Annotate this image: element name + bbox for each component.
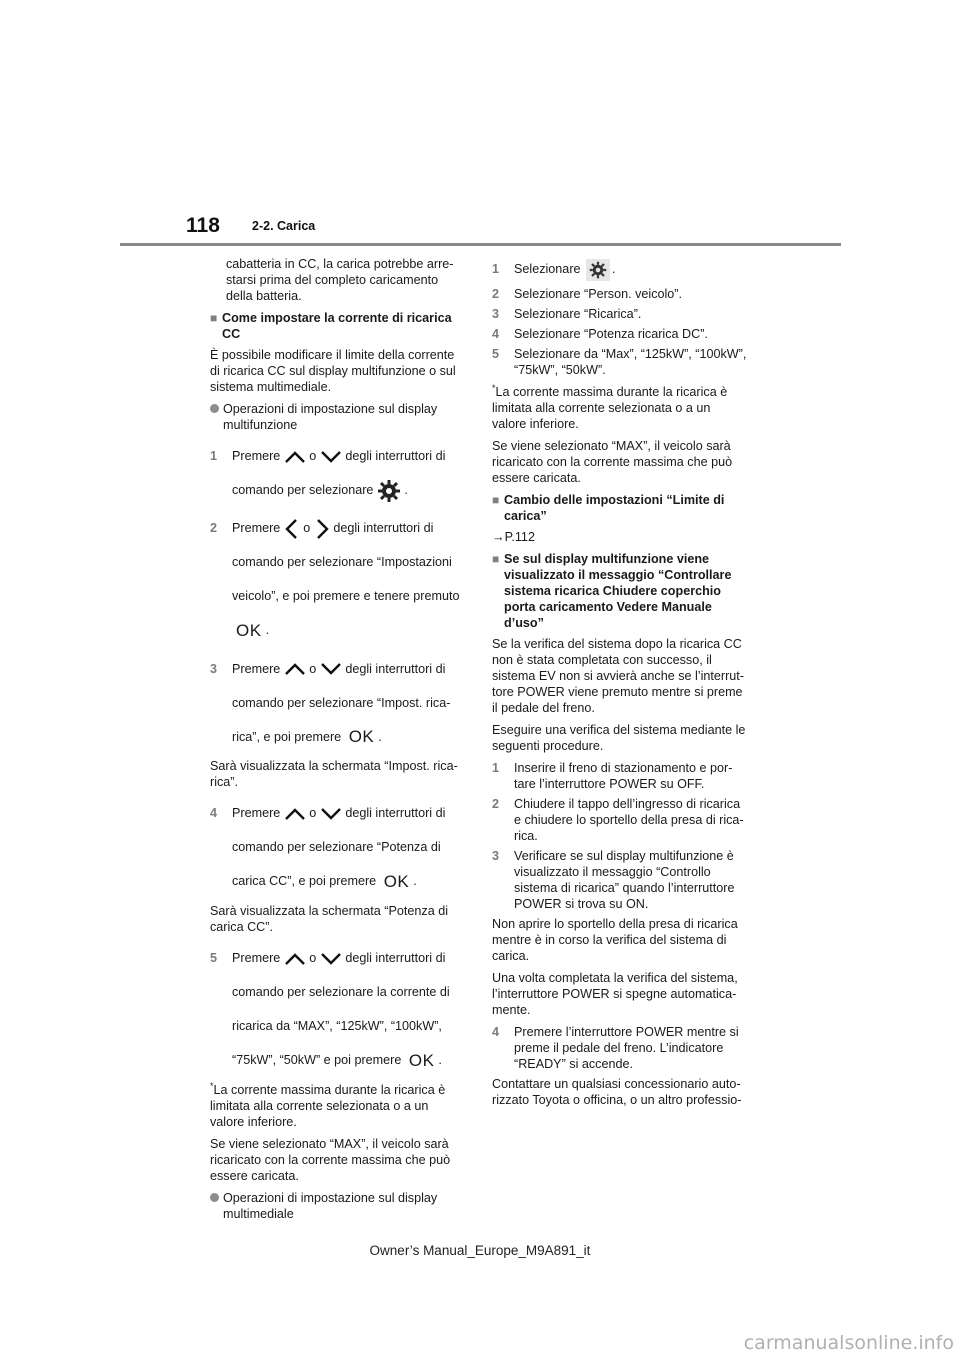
step-number: 5 bbox=[492, 347, 500, 361]
step-text: comando per selezionare la corrente di bbox=[232, 985, 450, 1000]
asterisk: * bbox=[210, 1080, 214, 1091]
ok-icon: OK bbox=[348, 727, 375, 747]
step-number: 3 bbox=[492, 849, 500, 863]
chevron-up-icon bbox=[284, 662, 306, 676]
step-text: o bbox=[303, 521, 311, 535]
step-text: Selezionare “Person. veicolo”. bbox=[514, 287, 682, 301]
chevron-up-icon bbox=[284, 450, 306, 464]
bullet-multifunction-text: Operazioni di impostazione sul display multifunzione bbox=[223, 402, 438, 432]
step-text: Premere bbox=[232, 661, 281, 676]
para-msg-4: Una volta completata la verifica del sistema, l’interruttore POWER si spegne automatica-mente. bbox=[492, 971, 738, 1017]
step-text: comando per selezionare bbox=[232, 483, 374, 497]
chevron-up-icon bbox=[284, 952, 306, 966]
bullet-multimedia-text: Operazioni di impostazione sul display multimediale bbox=[223, 1190, 438, 1221]
step-text: o bbox=[309, 806, 317, 821]
step-text: . bbox=[413, 874, 417, 889]
step-text: Inserire il freno di stazionamento e por-tare l’interruttore POWER su OFF. bbox=[514, 761, 733, 791]
step-number: 1 bbox=[492, 262, 500, 276]
after-step-4: Sarà visualizzata la schermata “Potenza di carica CC”. bbox=[210, 904, 448, 935]
chevron-up-icon bbox=[284, 807, 306, 821]
step-text: veicolo”, e poi premere e tenere premuto bbox=[232, 589, 460, 603]
step-text: rica”, e poi premere bbox=[232, 729, 342, 744]
step-text: degli interruttori di bbox=[345, 806, 446, 821]
heading-message bbox=[492, 551, 747, 631]
check-step-3 bbox=[492, 848, 747, 912]
header-rule bbox=[120, 243, 841, 246]
chevron-left-icon bbox=[284, 518, 300, 540]
para-cc: È possibile modificare il limite della corrente di ricarica CC sul display multifunzione o sul sistema multimediale. bbox=[210, 348, 456, 394]
ok-icon: OK bbox=[408, 1050, 435, 1070]
heading-cc-text: Come impostare la corrente di ricarica CC bbox=[222, 311, 452, 341]
note-text: La corrente massima durante la ricarica è limitata alla corrente selezionata o a un valore inferiore. bbox=[492, 385, 728, 431]
step-1 bbox=[210, 439, 465, 507]
step-text: degli interruttori di bbox=[345, 449, 446, 463]
step-text: o bbox=[309, 449, 317, 463]
step-5 bbox=[210, 941, 465, 1078]
step-text: Premere l’interruttore POWER mentre si preme il pedale del freno. L’indicatore “READY” si accende. bbox=[514, 1025, 739, 1071]
heading-message-text: Se sul display multifunzione viene visualizzato il messaggio “Controllare sistema ricarica Chiudere coperchio porta caricamento Vedere Manuale d’uso” bbox=[504, 552, 732, 630]
step-text: . bbox=[438, 1053, 442, 1068]
step-text: comando per selezionare “Impost. rica- bbox=[232, 695, 451, 710]
para-msg-5: Contattare un qualsiasi concessionario auto-rizzato Toyota o officina, o un altro professio- bbox=[492, 1077, 742, 1107]
step-number: 5 bbox=[210, 951, 218, 966]
check-step-1 bbox=[492, 760, 747, 792]
note-max-current bbox=[492, 384, 747, 432]
gear-icon bbox=[377, 479, 401, 503]
step-text: degli interruttori di bbox=[345, 951, 446, 966]
para-msg-1: Se la verifica del sistema dopo la ricarica CC non è stata completata con successo, il sistema EV non si avvierà anche se l’interrut-tore POWER viene premuto mentre si preme il pedale del freno. bbox=[492, 637, 744, 715]
step-number: 2 bbox=[492, 797, 500, 811]
step-text: . bbox=[378, 729, 382, 744]
bullet-multimedia bbox=[210, 1190, 465, 1222]
heading-limit bbox=[492, 492, 747, 524]
asterisk: * bbox=[492, 382, 496, 393]
step-text: comando per selezionare “Impostazioni bbox=[232, 555, 452, 569]
heading-cc bbox=[210, 310, 465, 342]
intro-text: cabatteria in CC, la carica potrebbe arre-starsi prima del completo caricamento della batteria. bbox=[226, 257, 454, 303]
step-text: o bbox=[309, 661, 317, 676]
media-step-5 bbox=[492, 346, 747, 378]
step-text: degli interruttori di bbox=[345, 661, 446, 676]
step-text: ricarica da “MAX”, “125kW”, “100kW”, bbox=[232, 1019, 442, 1034]
page-reference-link[interactable]: →P.112 bbox=[492, 530, 535, 544]
step-2 bbox=[210, 511, 465, 648]
watermark: carmanualsonline.info bbox=[743, 1332, 954, 1354]
media-step-2 bbox=[492, 286, 747, 302]
circle-bullet-icon bbox=[210, 404, 219, 413]
note-max: Se viene selezionato “MAX”, il veicolo sarà ricaricato con la corrente massima che può essere caricata. bbox=[492, 439, 733, 485]
step-text: o bbox=[309, 951, 317, 966]
chevron-down-icon bbox=[320, 450, 342, 464]
square-bullet-icon: ■ bbox=[492, 552, 500, 566]
step-text: carica CC”, e poi premere bbox=[232, 874, 377, 889]
chevron-down-icon bbox=[320, 662, 342, 676]
step-number: 2 bbox=[492, 287, 500, 301]
step-number: 4 bbox=[210, 806, 218, 821]
step-text: Chiudere il tappo dell’ingresso di ricarica e chiudere lo sportello della presa di rica-rica. bbox=[514, 797, 744, 843]
step-number: 1 bbox=[492, 761, 500, 775]
footer-manual-id: Owner’s Manual_Europe_M9A891_it bbox=[369, 1243, 591, 1258]
page-number: 118 bbox=[186, 214, 220, 237]
step-text: Premere bbox=[232, 449, 281, 463]
media-step-4 bbox=[492, 326, 747, 342]
step-number: 3 bbox=[210, 661, 218, 676]
step-number: 4 bbox=[492, 327, 500, 341]
step-text: Selezionare “Ricarica”. bbox=[514, 307, 642, 321]
media-step-1 bbox=[492, 256, 747, 282]
step-text: Selezionare da “Max”, “125kW”, “100kW”, “75kW”, “50kW”. bbox=[514, 347, 747, 377]
step-3 bbox=[210, 652, 465, 755]
note-text: La corrente massima durante la ricarica è limitata alla corrente selezionata o a un valore inferiore. bbox=[210, 1082, 446, 1129]
note-max-current bbox=[210, 1082, 465, 1130]
media-step-3 bbox=[492, 306, 747, 322]
check-step-4 bbox=[492, 1024, 747, 1072]
ok-icon: OK bbox=[383, 872, 410, 892]
square-bullet-icon: ■ bbox=[210, 311, 218, 325]
step-text: Selezionare “Potenza ricarica DC”. bbox=[514, 327, 708, 341]
para-msg-2: Eseguire una verifica del sistema mediante le seguenti procedure. bbox=[492, 723, 746, 753]
step-text: “75kW”, “50kW” e poi premere bbox=[232, 1053, 402, 1068]
right-column bbox=[492, 256, 747, 1114]
step-text: Premere bbox=[232, 521, 281, 535]
step-4 bbox=[210, 796, 465, 899]
step-text: degli interruttori di bbox=[333, 521, 434, 535]
check-step-2 bbox=[492, 796, 747, 844]
heading-limit-text: Cambio delle impostazioni “Limite di carica” bbox=[504, 493, 725, 523]
step-number: 1 bbox=[210, 449, 218, 463]
chevron-down-icon bbox=[320, 807, 342, 821]
step-number: 2 bbox=[210, 521, 218, 535]
after-step-3: Sarà visualizzata la schermata “Impost. rica-rica”. bbox=[210, 759, 458, 790]
section-title: 2-2. Carica bbox=[252, 219, 316, 233]
note-max: Se viene selezionato “MAX”, il veicolo sarà ricaricato con la corrente massima che può essere caricata. bbox=[210, 1136, 451, 1183]
step-text: comando per selezionare “Potenza di bbox=[232, 840, 441, 855]
step-text: . bbox=[404, 483, 408, 497]
ok-icon: OK bbox=[236, 620, 262, 640]
left-column bbox=[210, 256, 465, 1228]
step-number: 3 bbox=[492, 307, 500, 321]
chevron-right-icon bbox=[314, 518, 330, 540]
square-bullet-icon: ■ bbox=[492, 493, 500, 507]
step-text: Selezionare bbox=[514, 262, 581, 276]
step-text: . bbox=[265, 623, 270, 637]
step-number: 4 bbox=[492, 1025, 500, 1039]
step-text: Premere bbox=[232, 951, 281, 966]
step-text: Premere bbox=[232, 806, 281, 821]
step-text: Verificare se sul display multifunzione è visualizzato il messaggio “Controllo sistema di ricarica” quando l’interruttore POWER si trova su ON. bbox=[514, 849, 735, 911]
bullet-multifunction bbox=[210, 401, 465, 433]
gear-icon bbox=[586, 259, 610, 281]
circle-bullet-icon bbox=[210, 1193, 219, 1202]
para-msg-3: Non aprire lo sportello della presa di ricarica mentre è in corso la verifica del sistema di carica. bbox=[492, 917, 738, 963]
step-text: . bbox=[612, 262, 616, 276]
chevron-down-icon bbox=[320, 952, 342, 966]
